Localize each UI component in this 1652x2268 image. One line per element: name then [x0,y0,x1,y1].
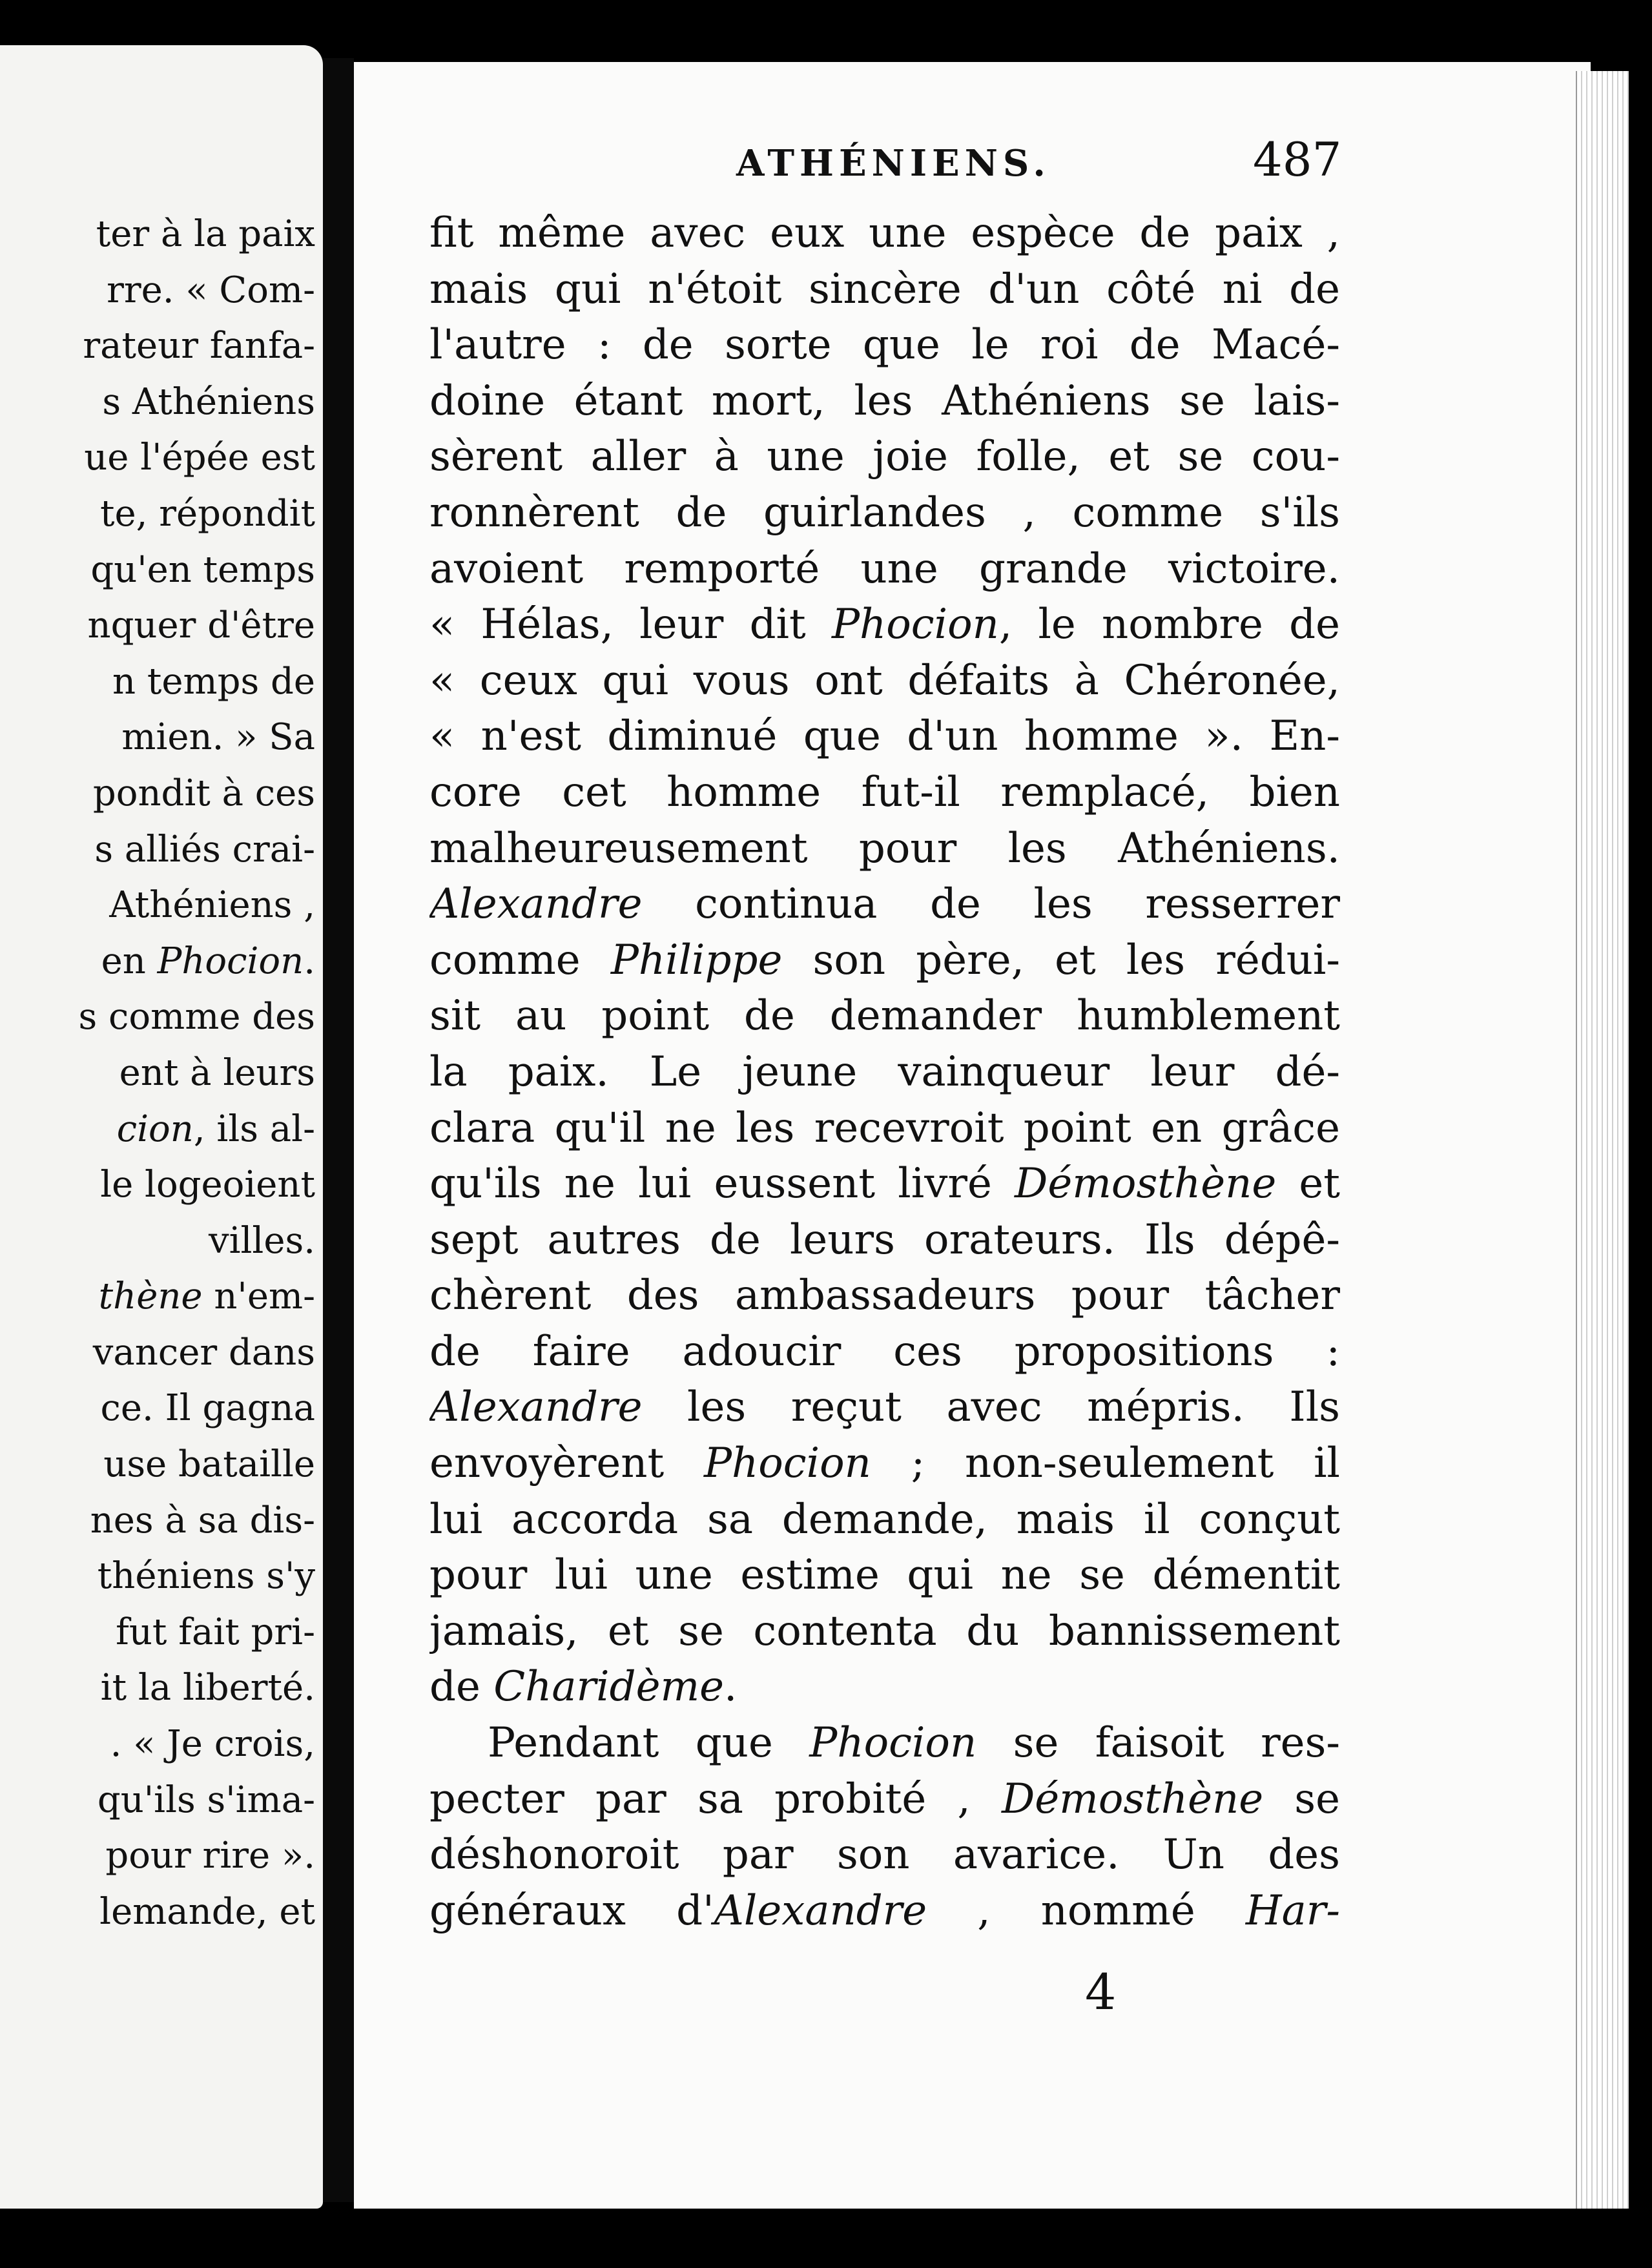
left-line: nquer d'être [87,604,315,647]
text-line: « ceux qui vous ont défaits à Chéronée, [429,656,1340,705]
page-edges [1576,71,1629,2209]
left-line: s Athéniens [102,380,315,423]
left-line: lemande, et [99,1890,315,1933]
text-line: mais qui n'étoit sincère d'un côté ni de [429,265,1340,313]
text-line: « n'est diminué que d'un homme ». En- [429,712,1340,761]
left-line: villes. [208,1219,315,1262]
left-line: te, répondit [99,492,315,535]
text-line: la paix. Le jeune vainqueur leur dé- [429,1047,1340,1096]
left-line: ent à leurs [119,1051,315,1094]
text-line: déshonoroit par son avarice. Un des [429,1831,1340,1879]
left-line: it la liberté. [100,1667,315,1709]
text-line: de Charidème. [429,1663,738,1711]
text-line: envoyèrent Phocion ; non-seulement il [429,1439,1340,1488]
left-line: use bataille [103,1443,315,1486]
left-line: fut fait pri- [116,1611,315,1653]
left-line: ce. Il gagna [100,1387,315,1430]
left-line: en Phocion. [101,940,315,982]
text-line: comme Philippe son père, et les rédui- [429,936,1340,984]
text-line: sept autres de leurs orateurs. Ils dépê- [429,1215,1340,1264]
book-gutter [323,58,354,2202]
left-page [0,45,323,2209]
left-line: qu'ils s'ima- [97,1778,315,1821]
text-line: de faire adoucir ces propositions : [429,1327,1340,1376]
text-line: jamais, et se contenta du bannissement [429,1607,1340,1655]
text-line: lui accorda sa demande, mais il conçut [429,1495,1340,1543]
text-line: ronnèrent de guirlandes , comme s'ils [429,488,1340,537]
left-line: n temps de [112,660,315,703]
text-line: Alexandre continua de les resserrer [429,880,1340,929]
left-line: nes à sa dis- [90,1499,315,1541]
body-text [429,205,1340,1939]
left-line: le logeoient [100,1164,315,1206]
text-line: chèrent des ambassadeurs pour tâcher [429,1272,1340,1320]
left-line: vancer dans [92,1331,315,1374]
left-line: rateur fanfa- [83,325,315,367]
left-page-text [0,207,315,1940]
text-line: l'autre : de sorte que le roi de Macé- [429,321,1340,369]
left-line: thène n'em- [98,1275,315,1318]
text-line: Alexandre les reçut avec mépris. Ils [429,1383,1340,1432]
left-line: mien. » Sa [121,716,315,759]
text-line: malheureusement pour les Athéniens. [429,824,1340,872]
text-line: clara qu'il ne les recevroit point en grâce [429,1104,1340,1152]
text-line: généraux d'Alexandre , nommé Har- [429,1886,1340,1935]
left-line: théniens s'y [97,1555,315,1598]
text-line: qu'ils ne lui eussent livré Démosthène et [429,1160,1340,1208]
page-number: 487 [1253,132,1342,187]
signature-mark: 4 [1085,1963,1117,2021]
left-line: . « Je crois, [110,1723,315,1766]
left-line: pondit à ces [92,772,315,814]
left-line: ue l'épée est [84,437,315,479]
text-line: doine étant mort, les Athéniens se lais- [429,376,1340,425]
left-line: s comme des [78,996,315,1038]
text-line: Pendant que Phocion se faisoit res- [488,1719,1340,1768]
text-line: fit même avec eux une espèce de paix , [429,209,1340,257]
text-line: pecter par sa probité , Démosthène se [429,1775,1340,1823]
left-line: rre. « Com- [107,269,315,311]
left-line: ter à la paix [96,213,315,255]
text-line: avoient remporté une grande victoire. [429,544,1340,593]
left-line: pour rire ». [105,1835,315,1877]
running-head: ATHÉNIENS. [736,142,1051,185]
text-line: pour lui une estime qui ne se démentit [429,1551,1340,1600]
text-line: « Hélas, leur dit Phocion, le nombre de [429,601,1340,649]
left-line: s alliés crai- [94,828,315,871]
left-line: Athéniens , [109,884,315,927]
left-line: cion, ils al- [116,1108,315,1150]
text-line: core cet homme fut-il remplacé, bien [429,768,1340,816]
text-line: sit au point de demander humblement [429,992,1340,1040]
left-line: qu'en temps [90,548,315,591]
text-line: sèrent aller à une joie folle, et se cou- [429,433,1340,481]
